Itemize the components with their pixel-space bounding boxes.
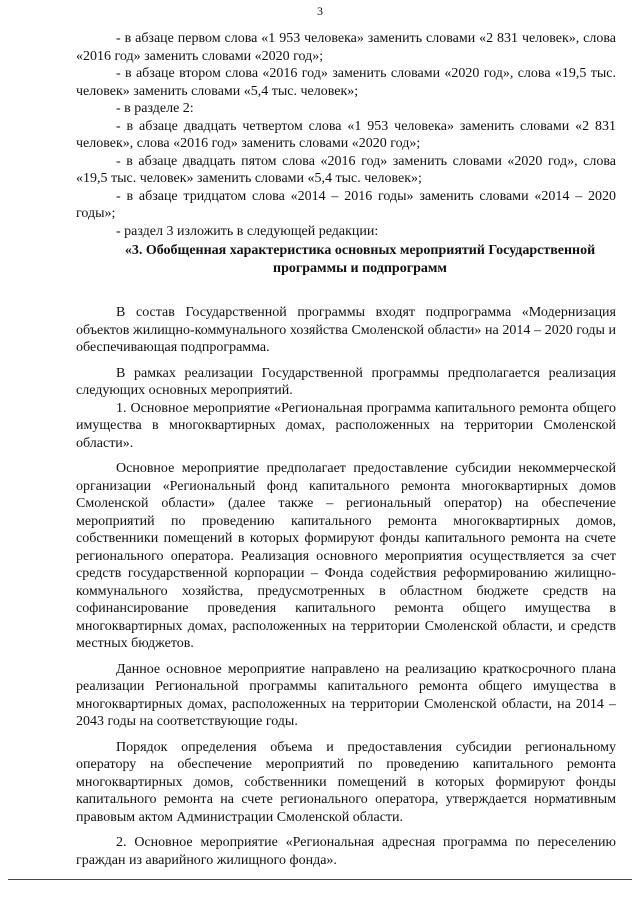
body-paragraph: Основное мероприятие предполагает предоставление субсидии некоммерческой организации «Региональный фонд капитального ремонта многоквартирных домов Смоленской области» (далее также – региональный оператор) на обеспечение мероприятий по проведению капитального ремонта многоквартирных домов, собственники помещений в которых формируют фонды капитального ремонта на счете регионального оператора. Реализация основного мероприятия осуществляется за счет средств государственной корпорации – Фонда содействия реформированию жилищно-коммунального хозяйства, предусмотренных в областном бюджете средств на софинансирование проведения капитального ремонта общего имущества в многоквартирных домах, расположенных на территории Смоленской области, и средств местных бюджетов. [76, 461, 616, 651]
body-paragraph: 2. Основное мероприятие «Региональная адресная программа по переселению граждан из аварийного жилищного фонда». [76, 835, 616, 868]
amendment-item: - в абзаце тридцатом слова «2014 – 2016 годы» заменить словами «2014 – 2020 годы»; [76, 188, 616, 221]
amendment-item: - в абзаце двадцать четвертом слова «1 953 человека» заменить словами «2 831 человек», слова «2016 год» заменить словами «2020 год»; [76, 118, 616, 151]
amendment-item: - раздел 3 изложить в следующей редакции: [116, 223, 379, 239]
body-paragraph: В рамках реализации Государственной программы предполагается реализация следующих основных мероприятий. [76, 365, 616, 398]
bottom-divider [8, 879, 632, 880]
body-paragraph: В состав Государственной программы входят подпрограмма «Модернизация объектов жилищно-коммунального хозяйства Смоленской области» на 2014 – 2020 годы и обеспечивающая подпрограмма. [76, 305, 616, 355]
body-paragraph: 1. Основное мероприятие «Региональная программа капитального ремонта общего имущества в многоквартирных домах, расположенных на территории Смоленской области». [76, 400, 616, 451]
amendment-item: - в абзаце втором слова «2016 год» заменить словами «2020 год», слова «19,5 тыс. человек» заменить словами «5,4 тыс. человек»; [76, 66, 616, 99]
document-body [76, 30, 616, 869]
section-title: «3. Обобщенная характеристика основных мероприятий Государственной программы и подпрограмм [124, 243, 596, 276]
body-paragraph: Порядок определения объема и предоставления субсидии региональному оператору на обеспечение мероприятий по проведению капитального ремонта многоквартирных домов, собственники помещений в которых формируют фонды капитального ремонта на счете регионального оператора, утверждается нормативным правовым актом Администрации Смоленской области. [76, 739, 616, 825]
amendment-item: - в абзаце двадцать пятом слова «2016 год» заменить словами «2020 год», слова «19,5 тыс. человек» заменить словами «5,4 тыс. человек»; [76, 153, 616, 186]
body-paragraph: Данное основное мероприятие направлено на реализацию краткосрочного плана реализации Региональной программы капитального ремонта общего имущества в многоквартирных домах, расположенных на территории Смоленской области, на 2014 – 2043 годы на соответствующие годы. [76, 661, 616, 729]
page-number: 3 [317, 4, 323, 18]
amendment-item: - в абзаце первом слова «1 953 человека» заменить словами «2 831 человек», слова «2016 год» заменить словами «2020 год»; [76, 31, 616, 64]
amendment-item: - в разделе 2: [116, 101, 194, 116]
